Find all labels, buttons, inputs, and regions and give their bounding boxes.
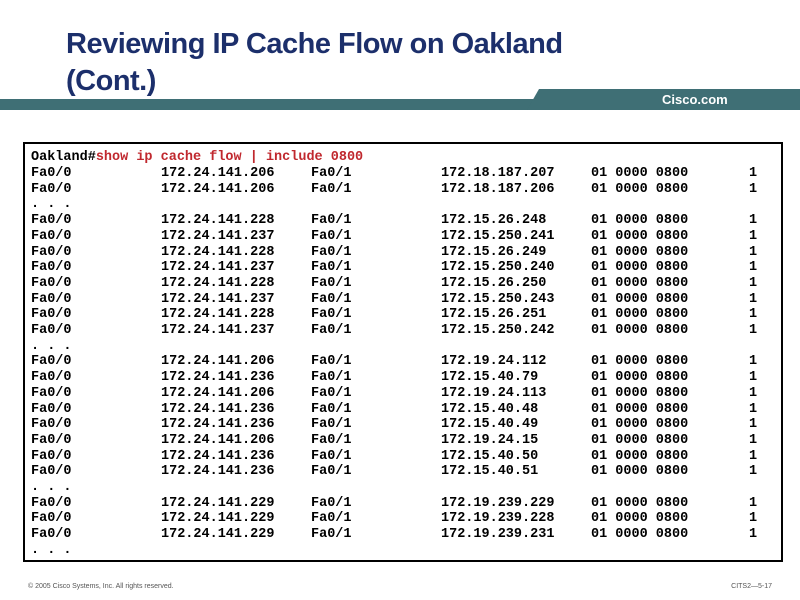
flow-row [31, 464, 771, 480]
dst-ip: 172.15.26.250 [441, 275, 547, 291]
src-interface: Fa0/0 [31, 291, 72, 307]
brand-label: Cisco.com [662, 92, 728, 107]
packet-count: 1 [749, 181, 758, 197]
dst-ip: 172.18.187.207 [441, 166, 555, 181]
protocol-ports: 01 0000 0800 [591, 511, 689, 527]
packet-count: 1 [749, 307, 758, 323]
flow-row [31, 166, 771, 182]
title-line-2: (Cont.) [66, 65, 156, 97]
flow-row [31, 496, 771, 512]
packet-count: 1 [749, 228, 758, 244]
src-interface: Fa0/0 [31, 213, 72, 229]
dst-ip: 172.19.239.228 [441, 511, 555, 527]
dst-interface: Fa0/1 [311, 260, 352, 276]
src-interface: Fa0/0 [31, 417, 72, 433]
src-interface: Fa0/0 [31, 527, 72, 543]
src-interface: Fa0/0 [31, 307, 72, 323]
flow-row [31, 433, 771, 449]
title-line-1: Reviewing IP Cache Flow on Oakland [66, 28, 563, 60]
protocol-ports: 01 0000 0800 [591, 370, 689, 386]
dst-ip: 172.15.40.51 [441, 464, 539, 480]
ellipsis-line: . . . [31, 480, 72, 495]
src-interface: Fa0/0 [31, 354, 72, 370]
src-ip: 172.24.141.236 [161, 464, 275, 480]
command-line [31, 150, 363, 166]
src-interface: Fa0/0 [31, 495, 72, 511]
dst-ip: 172.15.26.248 [441, 213, 547, 229]
packet-count: 1 [749, 213, 758, 229]
protocol-ports: 01 0000 0800 [591, 354, 689, 370]
src-ip: 172.24.141.228 [161, 213, 275, 229]
dst-interface: Fa0/1 [311, 417, 352, 433]
dst-ip: 172.15.250.240 [441, 260, 555, 276]
packet-count: 1 [749, 495, 758, 511]
packet-count: 1 [749, 354, 758, 370]
dst-interface: Fa0/1 [311, 323, 352, 338]
src-interface: Fa0/0 [31, 448, 72, 464]
dst-ip: 172.15.40.49 [441, 417, 539, 433]
src-ip: 172.24.141.228 [161, 244, 275, 260]
src-ip: 172.24.141.237 [161, 291, 275, 307]
protocol-ports: 01 0000 0800 [591, 275, 689, 291]
src-interface: Fa0/0 [31, 401, 72, 417]
src-ip: 172.24.141.206 [161, 432, 275, 448]
dst-interface: Fa0/1 [311, 511, 352, 527]
prompt: Oakland# [31, 150, 96, 165]
flow-row [31, 417, 771, 433]
packet-count: 1 [749, 291, 758, 307]
src-interface: Fa0/0 [31, 385, 72, 401]
src-ip: 172.24.141.236 [161, 370, 275, 386]
dst-interface: Fa0/1 [311, 307, 352, 323]
dst-interface: Fa0/1 [311, 228, 352, 244]
src-ip: 172.24.141.237 [161, 228, 275, 244]
src-ip: 172.24.141.206 [161, 166, 275, 181]
packet-count: 1 [749, 275, 758, 291]
src-interface: Fa0/0 [31, 323, 72, 338]
dst-interface: Fa0/1 [311, 495, 352, 511]
flow-row [31, 511, 771, 527]
flow-row [31, 402, 771, 418]
protocol-ports: 01 0000 0800 [591, 464, 689, 480]
src-interface: Fa0/0 [31, 464, 72, 480]
ellipsis-line: . . . [31, 338, 72, 354]
src-interface: Fa0/0 [31, 244, 72, 260]
slide-title [66, 26, 766, 100]
src-ip: 172.24.141.206 [161, 181, 275, 197]
dst-interface: Fa0/1 [311, 370, 352, 386]
src-ip: 172.24.141.228 [161, 307, 275, 323]
protocol-ports: 01 0000 0800 [591, 291, 689, 307]
src-ip: 172.24.141.236 [161, 448, 275, 464]
protocol-ports: 01 0000 0800 [591, 213, 689, 229]
packet-count: 1 [749, 323, 758, 338]
packet-count: 1 [749, 448, 758, 464]
src-interface: Fa0/0 [31, 432, 72, 448]
packet-count: 1 [749, 370, 758, 386]
dst-interface: Fa0/1 [311, 166, 352, 181]
src-interface: Fa0/0 [31, 260, 72, 276]
packet-count: 1 [749, 417, 758, 433]
flow-row [31, 323, 771, 339]
protocol-ports: 01 0000 0800 [591, 244, 689, 260]
command-text: show ip cache flow | include 0800 [95, 150, 364, 165]
flow-row [31, 386, 771, 402]
flow-row [31, 354, 771, 370]
flow-row [31, 182, 771, 198]
ellipsis-line: . . . [31, 542, 72, 558]
src-ip: 172.24.141.236 [161, 417, 275, 433]
dst-interface: Fa0/1 [311, 385, 352, 401]
flow-row [31, 292, 771, 308]
src-ip: 172.24.141.236 [161, 401, 275, 417]
dst-ip: 172.15.40.48 [441, 401, 539, 417]
dst-ip: 172.15.40.79 [441, 370, 539, 386]
ellipsis-line: . . . [31, 197, 72, 213]
flow-row [31, 245, 771, 261]
dst-interface: Fa0/1 [311, 527, 352, 543]
terminal-output [23, 142, 783, 562]
flow-row [31, 370, 771, 386]
src-ip: 172.24.141.228 [161, 275, 275, 291]
src-ip: 172.24.141.237 [161, 260, 275, 276]
dst-interface: Fa0/1 [311, 354, 352, 370]
dst-ip: 172.15.26.249 [441, 244, 547, 260]
flow-row [31, 527, 771, 543]
src-interface: Fa0/0 [31, 370, 72, 386]
packet-count: 1 [749, 464, 758, 480]
packet-count: 1 [749, 260, 758, 276]
dst-interface: Fa0/1 [311, 432, 352, 448]
packet-count: 1 [749, 527, 758, 543]
dst-ip: 172.19.24.112 [441, 354, 547, 370]
dst-ip: 172.15.250.243 [441, 291, 555, 307]
protocol-ports: 01 0000 0800 [591, 401, 689, 417]
flow-row [31, 213, 771, 229]
src-interface: Fa0/0 [31, 275, 72, 291]
dst-ip: 172.15.40.50 [441, 448, 539, 464]
flow-row [31, 260, 771, 276]
src-ip: 172.24.141.206 [161, 354, 275, 370]
src-interface: Fa0/0 [31, 166, 72, 181]
dst-interface: Fa0/1 [311, 213, 352, 229]
protocol-ports: 01 0000 0800 [591, 432, 689, 448]
src-ip: 172.24.141.206 [161, 385, 275, 401]
flow-row [31, 276, 771, 292]
protocol-ports: 01 0000 0800 [591, 307, 689, 323]
dst-interface: Fa0/1 [311, 448, 352, 464]
dst-ip: 172.19.239.229 [441, 495, 555, 511]
src-ip: 172.24.141.237 [161, 323, 275, 338]
dst-ip: 172.18.187.206 [441, 181, 555, 197]
src-ip: 172.24.141.229 [161, 511, 275, 527]
packet-count: 1 [749, 244, 758, 260]
dst-ip: 172.19.24.113 [441, 385, 547, 401]
packet-count: 1 [749, 432, 758, 448]
packet-count: 1 [749, 401, 758, 417]
slide-number: CITS2—5-17 [731, 583, 772, 590]
dst-ip: 172.15.250.241 [441, 228, 555, 244]
protocol-ports: 01 0000 0800 [591, 323, 689, 338]
src-ip: 172.24.141.229 [161, 527, 275, 543]
protocol-ports: 01 0000 0800 [591, 385, 689, 401]
dst-interface: Fa0/1 [311, 401, 352, 417]
dst-ip: 172.15.250.242 [441, 323, 555, 338]
flow-row [31, 307, 771, 323]
packet-count: 1 [749, 385, 758, 401]
src-interface: Fa0/0 [31, 511, 72, 527]
dst-interface: Fa0/1 [311, 464, 352, 480]
dst-ip: 172.15.26.251 [441, 307, 547, 323]
packet-count: 1 [749, 166, 758, 181]
protocol-ports: 01 0000 0800 [591, 166, 689, 181]
protocol-ports: 01 0000 0800 [591, 495, 689, 511]
dst-ip: 172.19.24.15 [441, 432, 539, 448]
dst-ip: 172.19.239.231 [441, 527, 555, 543]
dst-interface: Fa0/1 [311, 291, 352, 307]
flow-row [31, 229, 771, 245]
protocol-ports: 01 0000 0800 [591, 181, 689, 197]
flow-row [31, 449, 771, 465]
copyright: © 2005 Cisco Systems, Inc. All rights reserved. [28, 583, 174, 590]
src-interface: Fa0/0 [31, 228, 72, 244]
dst-interface: Fa0/1 [311, 244, 352, 260]
protocol-ports: 01 0000 0800 [591, 260, 689, 276]
packet-count: 1 [749, 511, 758, 527]
src-interface: Fa0/0 [31, 181, 72, 197]
src-ip: 172.24.141.229 [161, 495, 275, 511]
dst-interface: Fa0/1 [311, 275, 352, 291]
dst-interface: Fa0/1 [311, 181, 352, 197]
protocol-ports: 01 0000 0800 [591, 448, 689, 464]
protocol-ports: 01 0000 0800 [591, 527, 689, 543]
protocol-ports: 01 0000 0800 [591, 417, 689, 433]
protocol-ports: 01 0000 0800 [591, 228, 689, 244]
